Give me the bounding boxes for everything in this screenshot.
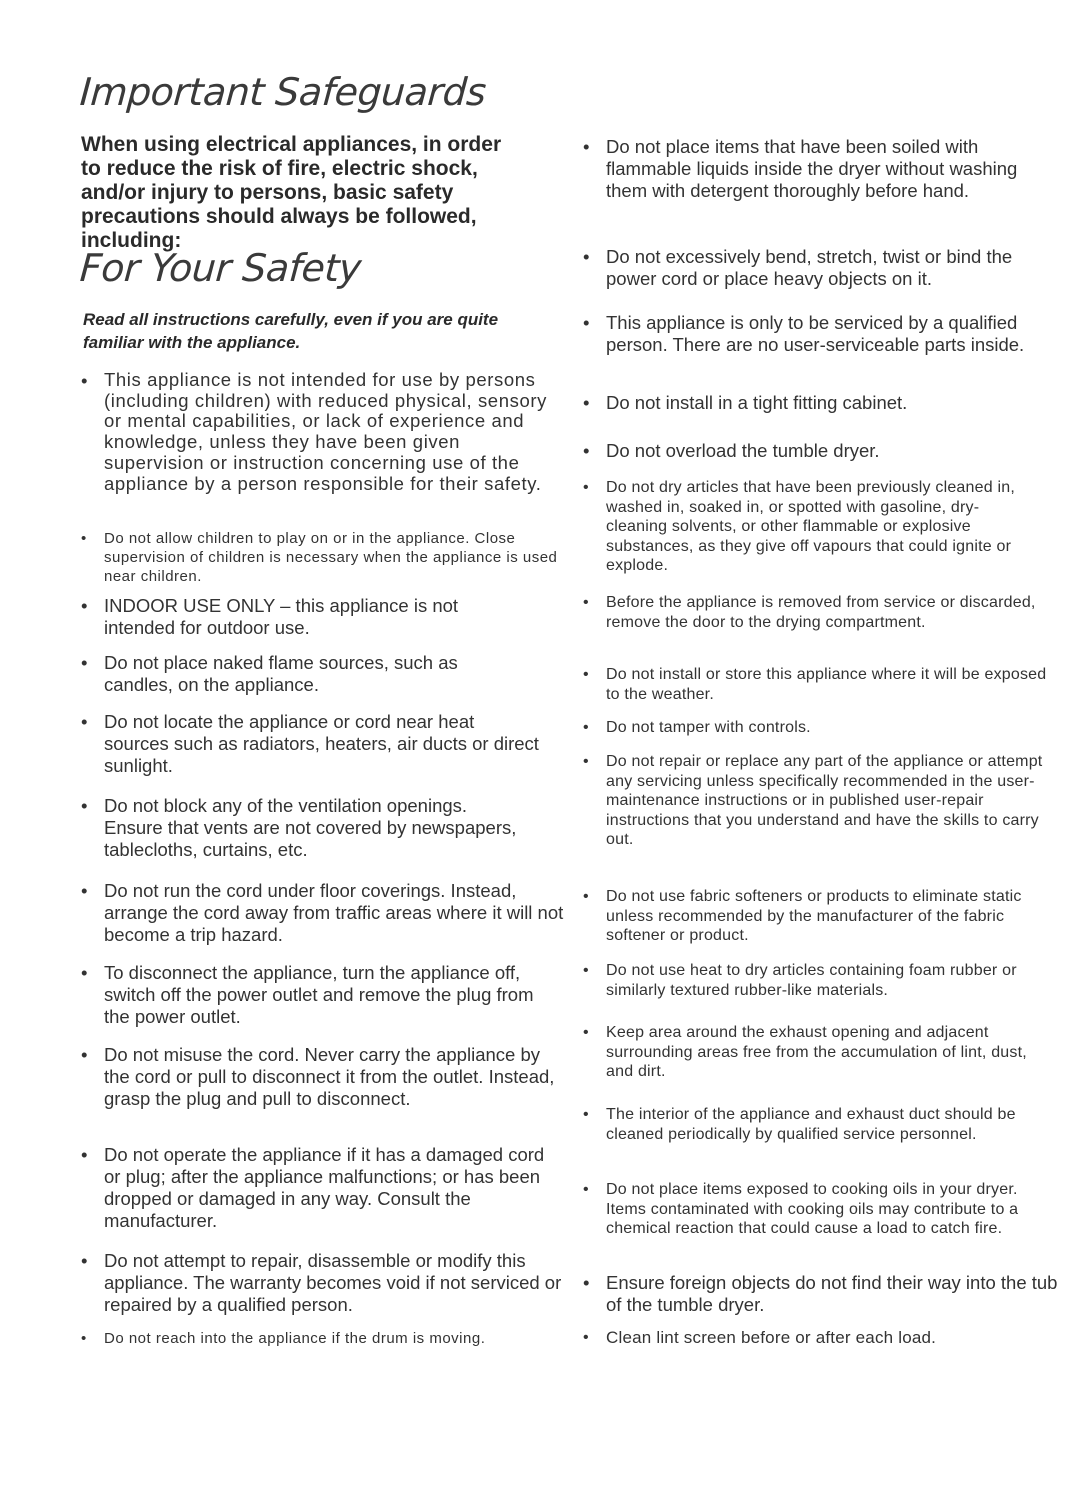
safety-item-text: Do not use heat to dry articles containing foam rubber or similarly textured rubber-like materials. xyxy=(606,962,1017,999)
safety-item-text: Do not tamper with controls. xyxy=(606,719,811,736)
safety-item-text: Before the appliance is removed from service or discarded, remove the door to the drying compartment. xyxy=(606,594,1036,631)
safety-item-text: The interior of the appliance and exhaust duct should be cleaned periodically by qualified service personnel. xyxy=(606,1106,1016,1143)
safety-item-text: Do not attempt to repair, disassemble or modify this appliance. The warranty becomes void if not serviced or repaired by a qualified person. xyxy=(104,1250,562,1315)
safety-item xyxy=(583,718,1061,738)
bullet: • xyxy=(583,753,589,770)
safety-item xyxy=(583,1023,1036,1082)
bullet: • xyxy=(583,136,590,157)
safety-item xyxy=(81,1250,564,1316)
safety-item-text: Do not dry articles that have been previously cleaned in, washed in, soaked in, or spotted with gasoline, dry-cleaning solvents, or other flammable or explosive substances, as they give off vapours that could ignite or explode. xyxy=(606,479,1015,574)
safety-item-text: Do not allow children to play on or in the appliance. Close supervision of children is necessary when the appliance is used near children. xyxy=(104,530,558,585)
bullet: • xyxy=(81,530,87,547)
safety-item-text: INDOOR USE ONLY – this appliance is not intended for outdoor use. xyxy=(104,595,459,638)
safety-item-text: Do not install in a tight fitting cabinet. xyxy=(606,392,908,413)
safety-item xyxy=(583,752,1046,850)
safety-item-text: Do not locate the appliance or cord near heat sources such as radiators, heaters, air ducts or direct sunlight. xyxy=(104,711,539,776)
bullet: • xyxy=(583,1106,589,1123)
bullet: • xyxy=(583,392,590,413)
bullet: • xyxy=(81,880,88,901)
safety-item xyxy=(81,962,544,1028)
safety-item-text: Do not overload the tumble dryer. xyxy=(606,440,880,461)
bullet: • xyxy=(81,795,88,816)
safety-item xyxy=(81,529,564,586)
bullet: • xyxy=(583,594,589,611)
safety-item-text: Clean lint screen before or after each load. xyxy=(606,1328,937,1347)
bullet: • xyxy=(81,1330,87,1347)
safety-item xyxy=(81,1144,564,1232)
bullet: • xyxy=(81,652,88,673)
safety-item xyxy=(583,312,1051,356)
safety-item xyxy=(583,1105,1036,1144)
bullet: • xyxy=(583,1181,589,1198)
bullet: • xyxy=(583,1329,589,1346)
safety-item-text: Do not excessively bend, stretch, twist or bind the power cord or place heavy objects on it. xyxy=(606,246,1013,289)
safety-item-text: Do not misuse the cord. Never carry the appliance by the cord or pull to disconnect it from the outlet. Instead, grasp the plug and pull to disconnect. xyxy=(104,1044,555,1109)
safety-item xyxy=(81,370,564,494)
safety-item-text: This appliance is not intended for use by persons (including children) with reduced physical, sensory or mental capabilities, or lack of experience and knowledge, unless they have been given supervision or instruction concerning use of the appliance by a person responsible for their safety. xyxy=(104,369,547,494)
bullet: • xyxy=(81,1044,88,1065)
bullet: • xyxy=(81,711,88,732)
safety-item-text: Keep area around the exhaust opening and adjacent surrounding areas free from the accumulation of lint, dust, and dirt. xyxy=(606,1024,1027,1080)
safety-item-text: Do not use fabric softeners or products to eliminate static unless recommended by the manufacturer of the fabric softener or product. xyxy=(606,888,1022,944)
bullet: • xyxy=(583,479,589,496)
safety-item xyxy=(583,1180,1036,1239)
bullet: • xyxy=(81,1250,88,1271)
bullet: • xyxy=(81,962,88,983)
safety-item-text: Do not repair or replace any part of the appliance or attempt any servicing unless specifically recommended in the user-maintenance instructions or in published user-repair instructions that you understand and have the skills to carry out. xyxy=(606,753,1043,848)
safety-item-text: Do not run the cord under floor coverings. Instead, arrange the cord away from traffic areas where it will not become a trip hazard. xyxy=(104,880,564,945)
bullet: • xyxy=(583,246,590,267)
safety-item xyxy=(81,795,524,861)
safety-item xyxy=(583,392,1061,414)
bullet: • xyxy=(583,888,589,905)
safety-item-text: Do not operate the appliance if it has a damaged cord or plug; after the appliance malfunctions; or has been dropped or damaged in any way. Consult the manufacturer. xyxy=(104,1144,545,1231)
bullet: • xyxy=(583,962,589,979)
safety-item xyxy=(81,1044,564,1110)
safety-item xyxy=(583,593,1061,632)
safety-item xyxy=(583,665,1061,704)
safety-item xyxy=(81,652,524,696)
safety-item xyxy=(583,136,1061,202)
safety-item xyxy=(81,1329,574,1348)
safety-item-text: Do not install or store this appliance where it will be exposed to the weather. xyxy=(606,666,1047,703)
safety-item xyxy=(583,440,1061,462)
bullet: • xyxy=(583,1024,589,1041)
instruction-note: Read all instructions carefully, even if you are quite familiar with the appliance. xyxy=(83,310,499,352)
safety-item-text: Do not block any of the ventilation openings. Ensure that vents are not covered by newspapers, tablecloths, curtains, etc. xyxy=(104,795,517,860)
safety-item-text: This appliance is only to be serviced by a qualified person. There are no user-serviceable parts inside. xyxy=(606,312,1025,355)
intro-text: When using electrical appliances, in order to reduce the risk of fire, electric shock, and/or injury to persons, basic safety precautions should always be followed, including: xyxy=(81,133,502,252)
safety-item xyxy=(583,478,1036,576)
bullet: • xyxy=(583,312,590,333)
bullet: • xyxy=(583,1272,590,1293)
safety-item-text: Do not place naked flame sources, such as candles, on the appliance. xyxy=(104,652,458,695)
page-title: Important Safeguards xyxy=(78,70,488,114)
section-title: For Your Safety xyxy=(78,246,363,290)
safety-item-text: Do not place items that have been soiled with flammable liquids inside the dryer without washing them with detergent thoroughly before hand. xyxy=(606,136,1018,201)
safety-item xyxy=(81,880,564,946)
safety-item-text: Do not reach into the appliance if the drum is moving. xyxy=(104,1330,486,1347)
bullet: • xyxy=(81,370,88,391)
safety-item xyxy=(583,1328,1061,1348)
bullet: • xyxy=(81,1144,88,1165)
safety-item-text: Do not place items exposed to cooking oils in your dryer. Items contaminated with cooking oils may contribute to a chemical reaction that could cause a load to catch fire. xyxy=(606,1181,1019,1237)
safety-item xyxy=(81,595,524,639)
bullet: • xyxy=(583,719,589,736)
safety-item xyxy=(583,246,1061,290)
safety-item xyxy=(583,1272,1061,1316)
safety-item-text: To disconnect the appliance, turn the appliance off, switch off the power outlet and remove the plug from the power outlet. xyxy=(104,962,534,1027)
bullet: • xyxy=(583,440,590,461)
safety-item-text: Ensure foreign objects do not find their way into the tub of the tumble dryer. xyxy=(606,1272,1058,1315)
bullet: • xyxy=(81,595,88,616)
safety-item xyxy=(81,711,544,777)
safety-item xyxy=(583,961,1046,1000)
bullet: • xyxy=(583,666,589,683)
safety-item xyxy=(583,887,1046,946)
